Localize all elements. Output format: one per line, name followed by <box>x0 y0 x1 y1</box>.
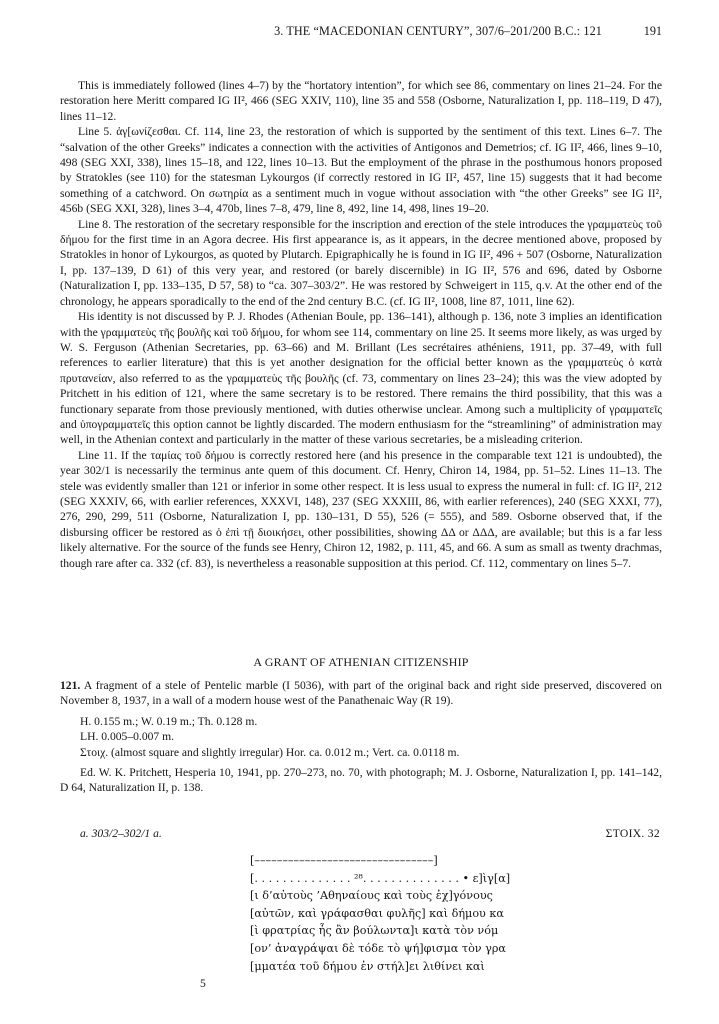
inscription-text <box>250 852 570 975</box>
inscription-line: [ον’ ἀναγράψαι δὲ τόδε τὸ ψή]φισμα τὸν γρα <box>250 941 506 955</box>
catalogue-entry <box>60 678 662 796</box>
entry-description <box>60 678 662 709</box>
paragraph: His identity is not discussed by P. J. Rhodes (Athenian Boule, pp. 136–141), although p. 136, note 3 implies an identification with the γραμματεὺς τῆς βουλῆς καὶ τοῦ δήμου, for whom see 114, commentary on line 25. It seems more likely, as was urged by W. S. Ferguson (Athenian Secretaries, pp. 63–66) and M. Brillant (Les secrétaires athéniens, 1911, pp. 37–49, with full references to earlier literature) that this is yet another designation for the official better known as the γραμματεὺς ὁ κατὰ πρυτανείαν, also referred to as the γραμματεὺς τῆς βουλῆς (cf. 73, commentary on lines 23–24); this was the view adopted by Pritchett in his edition of 121, where the same secretary is to be restored. There remains the third possibility, that this was a functionary separate from those previously mentioned, with duties otherwise unclear. Among such a multiplicity of γραμματεῖς and ὑπογραμματεῖς this option cannot be lightly discarded. The modern enthusiasm for the “streamlining” of administration may well, in the Athenian context and particularly in the matter of these various secretaries, be a misleading criterion. <box>60 310 662 447</box>
inscription-line: [μματέα τοῦ δήμου ἐν στήλ]ει λιθίνει καὶ <box>250 959 485 973</box>
inscription-line: [ι δ’αὐτοὺς ’Αθηναίους καὶ τοὺς ἐχ]γόνους <box>250 889 493 903</box>
paragraph: Line 5. ἀγ[ωνίζεσθαι. Cf. 114, line 23, the restoration of which is supported by the sentiment of this text. Lines 6–7. The “salvation of the other Greeks” indicates a connection with the activities of Antigonos and Demetrios; cf. IG II², 466, lines 9–10, 498 (SEG XXI, 338), lines 15–18, and 122, lines 10–13. But the employment of the phrase in the posthumous honors proposed by Stratokles (see 110) for the statesman Lykourgos (if correctly restored in IG II², 457, line 15) suggests that it had become something of a catchword. On σωτηρία as a sentiment much in vogue without association with “the other Greeks” see IG II², 456b (SEG XXI, 328), lines 3–4, 470b, lines 7–8, 479, line 8, 492, line 14, 498, lines 19–20. <box>60 125 662 216</box>
entry-letter-height: LH. 0.005–0.007 m. <box>80 730 175 744</box>
stoich-count: ΣΤΟΙΧ. 32 <box>605 827 660 840</box>
inscription-line-number: 5 <box>200 977 206 990</box>
inscription-line: [––––––––––––––––––––––––––––––––] <box>250 854 438 867</box>
paragraph: Line 8. The restoration of the secretary responsible for the inscription and erection of the stele introduces the γραμματεὺς τοῦ δήμου for the first time in an Agora decree. His first appearance is, as it appears, in the decree mentioned above, proposed by Stratokles in honor of Lykourgos, as quoted by Plutarch. Epigraphically he is found in IG II², 496 + 507 (Osborne, Naturalization I, pp. 137–139, D 61) of this very year, and restored (or barely discernible) in IG II², 576 and 696, dated by Osborne (Naturalization I, pp. 133–135, D 57, 58) to “ca. 307–303/2”. He was restored by Schweigert in 115, q.v. At the other end of the chronology, he appears sporadically to the end of the 2nd century B.C. (cf. IG II², 1008, line 87, 1011, line 62). <box>60 217 662 308</box>
paragraph: Line 11. If the ταμίας τοῦ δήμου is correctly restored here (and his presence in the comparable text 121 is undoubted), the year 302/1 is necessarily the terminus ante quem of this document. Cf. Henry, Chiron 14, 1984, pp. 51–52. Lines 11–13. The stele was evidently smaller than 121 or inferior in some other respect. It is less usual to express the numeral in full: cf. IG II², 212 (SEG XXXIV, 66, with earlier references, XXXVI, 148), 237 (SEG XXXIII, 86, with earlier references), 240 (SEG XXXI, 77), 276, 290, 299, 511 (Osborne, Naturalization I, pp. 130–131, D 55), 526 (= 555), and 589. Osborne observed that, if the disbursing officer be restored as ὁ ἐπὶ τῇ διοικήσει, other possibilities, showing ΔΔ or ΔΔΔ, are available; but this is a far less likely alternative. For the source of the funds see Henry, Chiron 12, 1982, p. 111, 45, and 66. A sum as small as twenty drachmas, though rare after ca. 332 (cf. 83), is nevertheless a reasonable supposition at this period. Cf. 112, commentary on lines 5–7. <box>60 448 662 570</box>
running-head <box>60 24 662 42</box>
section-heading: A GRANT OF ATHENIAN CITIZENSHIP <box>253 655 469 669</box>
running-head-title: 3. THE “MACEDONIAN CENTURY”, 307/6–201/200 B.C.: 121 <box>274 24 602 38</box>
entry-stoich: Στοιχ. (almost square and slightly irregular) Hor. ca. 0.012 m.; Vert. ca. 0.0118 m. <box>80 745 460 759</box>
inscription-line: [. . . . . . . . . . . . . . ²⁸. . . . . . . . . . . . . . • ε]ὶγ[α] <box>250 871 511 885</box>
entry-measures: H. 0.155 m.; W. 0.19 m.; Th. 0.128 m. <box>80 714 258 728</box>
entry-number: 121. <box>60 679 81 692</box>
date-line <box>80 826 660 844</box>
page-number: 191 <box>643 24 662 38</box>
inscription-line: [ὶ φρατρίας ἧς ἂν βούλωντα]ι κατὰ τὸν νόμ <box>250 924 499 938</box>
entry-edition: Ed. W. K. Pritchett, Hesperia 10, 1941, pp. 270–273, no. 70, with photograph; M. J. Osborne, Naturalization I, pp. 141–142, D 64, Naturalization II, p. 138. <box>60 766 662 795</box>
commentary-body <box>60 78 662 571</box>
paragraph: This is immediately followed (lines 4–7) by the “hortatory intention”, for which see 86, commentary on lines 21–24. For the restoration here Meritt compared IG II², 466 (SEG XXIV, 110), line 35 and 558 (Osborne, Naturalization I, pp. 118–119, D 47), lines 11–12. <box>60 79 662 123</box>
inscription-line: [αὐτῶν, καὶ γράφασθαι φυλῆς] καὶ δήμου κα <box>250 906 504 920</box>
entry-description-text: A fragment of a stele of Pentelic marble (I 5036), with part of the original back and right side preserved, discovered on November 8, 1937, in a wall of a modern house west of the Panathenaic Way (R 19). <box>60 679 662 708</box>
inscription-date: a. 303/2–302/1 a. <box>80 827 162 840</box>
